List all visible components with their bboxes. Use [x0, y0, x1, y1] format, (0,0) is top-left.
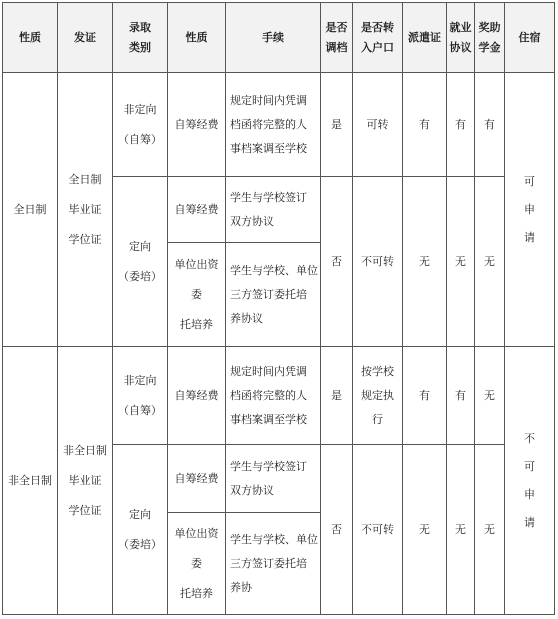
dorm-cell: 可 申 请	[505, 73, 555, 347]
header-scholarship: 奖助 学金	[475, 3, 505, 73]
category-cell: 定向 （委培）	[113, 177, 168, 347]
dispatch-cell: 有	[403, 347, 447, 445]
hukou-cell: 不可转	[353, 177, 403, 347]
header-employment: 就业 协议	[447, 3, 475, 73]
scholarship-cell: 无	[475, 347, 505, 445]
dorm-cell: 不 可 申 请	[505, 347, 555, 615]
dispatch-cell: 有	[403, 73, 447, 177]
nature-cell: 非全日制	[3, 347, 58, 615]
dispatch-cell: 无	[403, 445, 447, 615]
header-hukou: 是否转 入户口	[353, 3, 403, 73]
cert-cell: 非全日制 毕业证 学位证	[58, 347, 113, 615]
funding-cell: 自筹经费	[168, 73, 226, 177]
header-archive: 是否 调档	[321, 3, 353, 73]
cert-cell: 全日制 毕业证 学位证	[58, 73, 113, 347]
procedure-cell: 学生与学校签订 双方协议	[226, 177, 321, 243]
procedure-cell: 规定时间内凭调 档函将完整的人 事档案调至学校	[226, 347, 321, 445]
employment-cell: 有	[447, 73, 475, 177]
archive-cell: 否	[321, 445, 353, 615]
funding-cell: 自筹经费	[168, 177, 226, 243]
category-cell: 非定向 （自筹）	[113, 73, 168, 177]
scholarship-cell: 无	[475, 177, 505, 347]
archive-cell: 是	[321, 73, 353, 177]
funding-cell: 自筹经费	[168, 445, 226, 513]
category-cell: 非定向 （自筹）	[113, 347, 168, 445]
employment-cell: 有	[447, 347, 475, 445]
header-nature: 性质	[3, 3, 58, 73]
header-dispatch: 派遣证	[403, 3, 447, 73]
scholarship-cell: 有	[475, 73, 505, 177]
header-dorm: 住宿	[505, 3, 555, 73]
table-row	[3, 73, 555, 177]
nature-cell: 全日制	[3, 73, 58, 347]
archive-cell: 是	[321, 347, 353, 445]
hukou-cell: 按学校 规定执 行	[353, 347, 403, 445]
document-page	[2, 2, 555, 615]
archive-cell: 否	[321, 177, 353, 347]
header-cert: 发证	[58, 3, 113, 73]
procedure-cell: 学生与学校签订 双方协议	[226, 445, 321, 513]
employment-cell: 无	[447, 445, 475, 615]
table-row	[3, 347, 555, 445]
procedure-cell: 学生与学校、单位 三方签订委托培 养协议	[226, 243, 321, 347]
admission-comparison-table	[2, 2, 555, 615]
scholarship-cell: 无	[475, 445, 505, 615]
funding-cell: 单位出资委 托培养	[168, 243, 226, 347]
hukou-cell: 不可转	[353, 445, 403, 615]
dispatch-cell: 无	[403, 177, 447, 347]
header-procedure: 手续	[226, 3, 321, 73]
header-nature2: 性质	[168, 3, 226, 73]
procedure-cell: 学生与学校、单位 三方签订委托培 养协	[226, 513, 321, 615]
header-row	[3, 3, 555, 73]
funding-cell: 自筹经费	[168, 347, 226, 445]
employment-cell: 无	[447, 177, 475, 347]
header-category: 录取 类别	[113, 3, 168, 73]
category-cell: 定向 （委培）	[113, 445, 168, 615]
procedure-cell: 规定时间内凭调 档函将完整的人 事档案调至学校	[226, 73, 321, 177]
hukou-cell: 可转	[353, 73, 403, 177]
funding-cell: 单位出资委 托培养	[168, 513, 226, 615]
